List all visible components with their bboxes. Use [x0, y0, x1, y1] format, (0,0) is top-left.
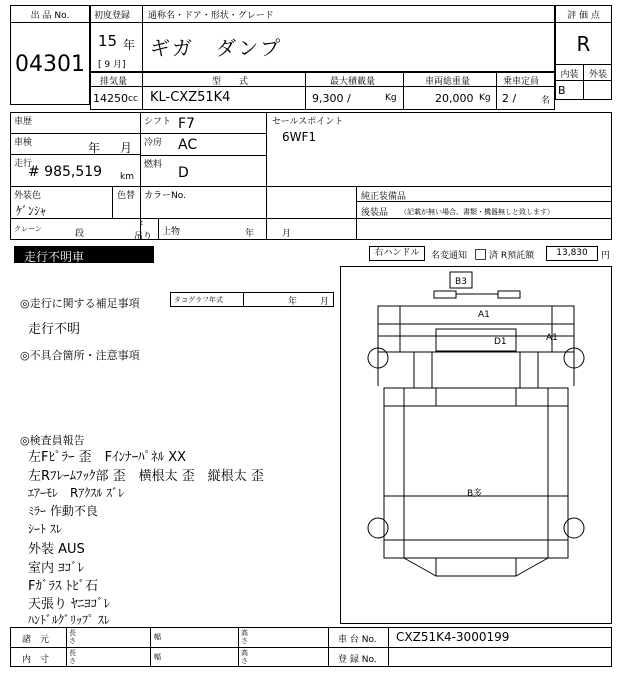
shift-label: シフト — [144, 117, 172, 127]
interior-grade: B — [558, 84, 566, 97]
type-label: 型 式 — [211, 77, 248, 87]
history-label: 車歴 — [14, 117, 33, 127]
inspection-label: 車検 — [14, 138, 33, 148]
capacity-value: 2 / — [502, 92, 517, 105]
gross-weight-unit: Kg — [479, 93, 491, 103]
diagram-mark: A1 — [546, 333, 558, 343]
deposit-unit: 円 — [601, 251, 611, 261]
aftermarket-note: （記載が無い場合、書類・機器無しと致します） — [400, 208, 554, 216]
interior-dim-label: 内 寸 — [22, 655, 50, 665]
color-no-label: カラーNo. — [144, 191, 186, 201]
capacity-label: 乗車定員 — [503, 77, 540, 87]
name-change-checkbox: □ — [474, 246, 488, 262]
type-value: KL-CXZ51K4 — [150, 90, 231, 105]
width-label: 幅 — [154, 653, 161, 661]
shift-value: F7 — [178, 116, 195, 132]
color-change-label: 色替 — [117, 191, 136, 201]
inspection-month: 月 — [120, 141, 133, 155]
inspector-line: ﾐﾗｰ 作動不良 — [28, 504, 98, 518]
inspector-title: ◎検査員報告 — [20, 434, 85, 447]
interior-label: 内装 — [560, 70, 579, 80]
length-label: 長さ — [69, 629, 76, 645]
crane-t: t — [140, 219, 143, 227]
first-reg-year: 15 — [98, 32, 118, 50]
year-unit: 年 — [123, 38, 136, 52]
body-month: 月 — [282, 229, 292, 239]
right-handle-box: 右ハンドル — [369, 246, 425, 261]
sales-point-value: 6WF1 — [282, 130, 317, 144]
inspector-line: 左Fﾋﾟﾗｰ 歪 Fｲﾝﾅｰﾊﾟﾈﾙ XX — [28, 450, 187, 465]
crane-dan: 段 — [75, 229, 85, 239]
grade-value: R — [576, 32, 591, 56]
crane-tsuri: 吊り — [134, 232, 153, 242]
chassis-label: 車 台 No. — [338, 635, 377, 645]
inspector-line: 室内 ﾖｺﾞﾚ — [28, 561, 85, 576]
inspector-line: ｴｱｰﾓﾚ Rｱｸｽﾙ ｽﾞﾚ — [28, 486, 125, 500]
fuel-label: 燃料 — [144, 160, 163, 170]
lot-value: 04301 — [15, 52, 85, 77]
mileage-label: 走行 — [14, 159, 33, 169]
first-reg-label: 初度登録 — [94, 11, 131, 21]
chassis-value: CXZ51K4-3000199 — [396, 630, 510, 644]
running-label: 走行不明車 — [24, 250, 85, 264]
inspector-line: 左Rﾌﾚｰﾑﾌｯｸ部 歪 横根太 歪 縦根太 歪 — [28, 469, 264, 484]
inspector-line: 天張り ﾔﾆﾖｺﾞﾚ — [28, 597, 111, 612]
height-label: 高さ — [241, 629, 248, 645]
tachograph-year: 年 — [288, 297, 298, 307]
diagram-mark: D1 — [494, 337, 507, 347]
color-value: ｹﾞﾝｼｬ — [16, 204, 47, 218]
height-label: 高さ — [241, 649, 248, 665]
body-year: 年 — [245, 229, 255, 239]
aftermarket-label: 後装品 — [361, 208, 389, 218]
truck-diagram — [340, 266, 612, 624]
model-label: 通称名・ドア・形状・グレード — [148, 11, 274, 21]
max-load-value: 9,300 / — [312, 92, 351, 105]
displacement-label: 排気量 — [100, 77, 128, 87]
body-label: 上物 — [162, 227, 181, 237]
grade-label: 評 価 点 — [567, 11, 600, 21]
first-reg-month: [ 9 月] — [98, 60, 126, 70]
ac-value: AC — [178, 137, 198, 153]
gross-weight-label: 車両総重量 — [425, 77, 471, 87]
length-label: 長さ — [69, 649, 76, 665]
tachograph-label: タコグラフ年式 — [174, 296, 223, 304]
diagram-mark: B3 — [455, 277, 467, 287]
max-load-unit: Kg — [385, 93, 397, 103]
displacement-value: 14250 — [93, 92, 128, 105]
mileage-unit: km — [120, 172, 134, 182]
ac-label: 冷房 — [144, 138, 163, 148]
tachograph-month: 月 — [320, 297, 330, 307]
fuel-value: D — [178, 165, 189, 181]
defects-title: ◎不具合箇所・注意事項 — [20, 349, 140, 362]
specs-label: 諸 元 — [22, 635, 50, 645]
inspector-line: Fｶﾞﾗｽ ﾄﾋﾞ石 — [28, 579, 99, 594]
model-name: ギガ ダンプ — [150, 36, 283, 60]
color-label: 外装色 — [14, 191, 42, 201]
deposit-label: 済 R預託額 — [489, 251, 535, 261]
capacity-unit: 名 — [541, 96, 551, 106]
inspection-year: 年 — [88, 141, 101, 155]
std-equip-label: 純正装備品 — [361, 192, 407, 202]
inspector-line: ﾊﾝﾄﾞﾙｸﾞﾘｯﾌﾟ ｽﾚ — [28, 613, 110, 627]
width-label: 幅 — [154, 633, 161, 641]
name-change-label: 名変通知 — [431, 251, 468, 261]
supplement-text: 走行不明 — [28, 322, 81, 337]
max-load-label: 最大積載量 — [330, 77, 376, 87]
running-status-bar — [14, 246, 154, 263]
crane-label: クレーン — [14, 225, 42, 233]
inspector-line: 外装 AUS — [28, 542, 85, 557]
reg-label: 登 録 No. — [338, 655, 377, 665]
gross-weight-value: 20,000 — [435, 92, 474, 105]
diagram-mark: A1 — [478, 310, 490, 320]
mileage-value: # 985,519 — [28, 164, 103, 180]
sales-point-label: セールスポイント — [272, 117, 344, 127]
lot-label: 出 品 No. — [30, 11, 70, 21]
deposit-value: 13,830 — [546, 246, 598, 261]
supplement-title: ◎走行に関する補足事項 — [20, 297, 140, 310]
exterior-label: 外装 — [588, 70, 607, 80]
diagram-mark: B多 — [467, 489, 483, 499]
displacement-unit: cc — [128, 94, 138, 104]
inspector-line: ｼｰﾄ ｽﾚ — [28, 522, 62, 536]
